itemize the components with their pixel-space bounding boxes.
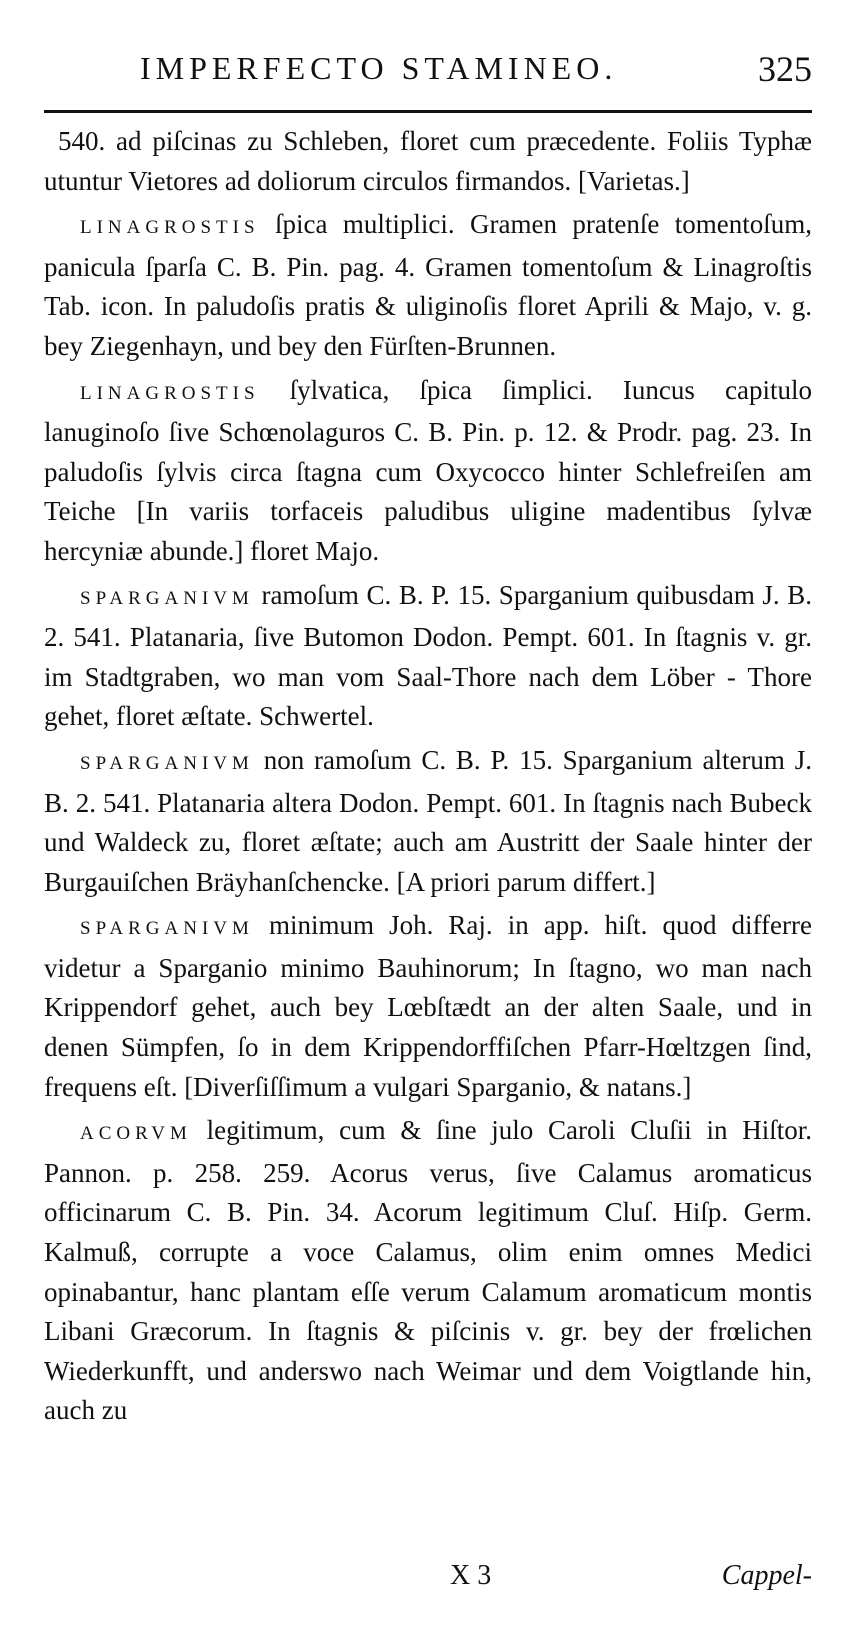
entry-acorum <box>44 1111 812 1431</box>
entry-sparganium-ramosum <box>44 576 812 737</box>
paragraph-text: non ramoſum C. B. P. 15. Sparganium alterum J. B. 2. 541. Platanaria altera Dodon. Pempt. 601. In ſtagnis nach Bubeck und Waldeck zu, floret æſtate; auch am Austritt der Saale hinter der Burgauiſchen Bräyhanſchencke. [A priori parum differt.] <box>44 744 812 897</box>
body-text <box>44 122 812 1431</box>
entry-heading: LINAGROSTIS <box>80 217 260 239</box>
entry-heading: LINAGROSTIS <box>80 382 260 404</box>
entry-sparganium-minimum <box>44 906 812 1107</box>
paragraph-text: legitimum, cum & ſine julo Caroli Cluſii in Hiſtor. Pannon. p. 258. 259. Acorus verus, ſive Calamus aromaticus officinarum C. B. Pin. 34. Acorum legitimum Cluſ. Hiſp. Germ. Kalmuß, corrupte a voce Calamus, olim enim omnes Medici opinabantur, hanc plantam eſſe verum Calamum aromaticum montis Libani Græcorum. In ſtagnis & piſcinis v. gr. bey der frœlichen Wiederkunfft, und anderswo nach Weimar und dem Voigtlande hin, auch zu <box>44 1115 812 1426</box>
entry-heading: SPARGANIVM <box>80 587 254 609</box>
paragraph-text: 540. ad piſcinas zu Schleben, floret cum præcedente. Foliis Typhæ utuntur Vietores ad doliorum circulos firmandos. [Varietas.] <box>44 126 812 196</box>
entry-linagrostis-sylvatica <box>44 371 812 572</box>
entry-heading: SPARGANIVM <box>80 752 254 774</box>
signature-mark: X 3 <box>450 1560 492 1591</box>
entry-heading: ACORVM <box>80 1123 192 1145</box>
entry-linagrostis-multiplex <box>44 205 812 366</box>
entry-sparganium-non-ramosum <box>44 741 812 902</box>
page-number: 325 <box>758 49 812 89</box>
paragraph-text: ſpica multiplici. Gramen pratenſe tomentoſum, panicula ſparſa C. B. Pin. pag. 4. Gramen tomentoſum & Linagroſtis Tab. icon. In paludoſis pratis & uliginoſis floret Aprili & Majo, v. g. bey Ziegenhayn, und bey den Fürſten-Brunnen. <box>44 209 812 361</box>
running-head-title: IMPERFECTO STAMINEO. <box>140 50 618 86</box>
page-footer <box>44 1560 812 1600</box>
paragraph-text: ſylvatica, ſpica ſimplici. Iuncus capitulo lanuginoſo ſive Schœnolaguros C. B. Pin. p. 12. & Prodr. pag. 23. In paludoſis ſylvis circa ſtagna cum Oxycocco hinter Schlefreiſen am Teiche [In variis torfaceis paludibus uligine madentibus ſylvæ hercyniæ abunde.] floret Majo. <box>44 374 812 566</box>
header-rule <box>44 110 812 113</box>
paragraph-continuation <box>44 122 812 201</box>
paragraph-text: minimum Joh. Raj. in app. hiſt. quod differre videtur a Sparganio minimo Bauhinorum; In ſtagno, wo man nach Krippendorf gehet, auch bey Lœbſtædt an der alten Saale, und in denen Sümpfen, ſo in dem Krippendorffiſchen Pfarr-Hœltzgen ſind, frequens eſt. [Diverſiſſimum a vulgari Sparganio, & natans.] <box>44 910 812 1102</box>
catchword: Cappel- <box>721 1560 812 1591</box>
entry-heading: SPARGANIVM <box>80 918 254 940</box>
paragraph-text: ramoſum C. B. P. 15. Sparganium quibusdam J. B. 2. 541. Platanaria, ſive Butomon Dodon. Pempt. 601. In ſtagnis v. gr. im Stadtgraben, wo man vom Saal-Thore nach dem Löber - Thore gehet, floret æſtate. Schwertel. <box>44 579 812 732</box>
running-head <box>44 48 812 98</box>
